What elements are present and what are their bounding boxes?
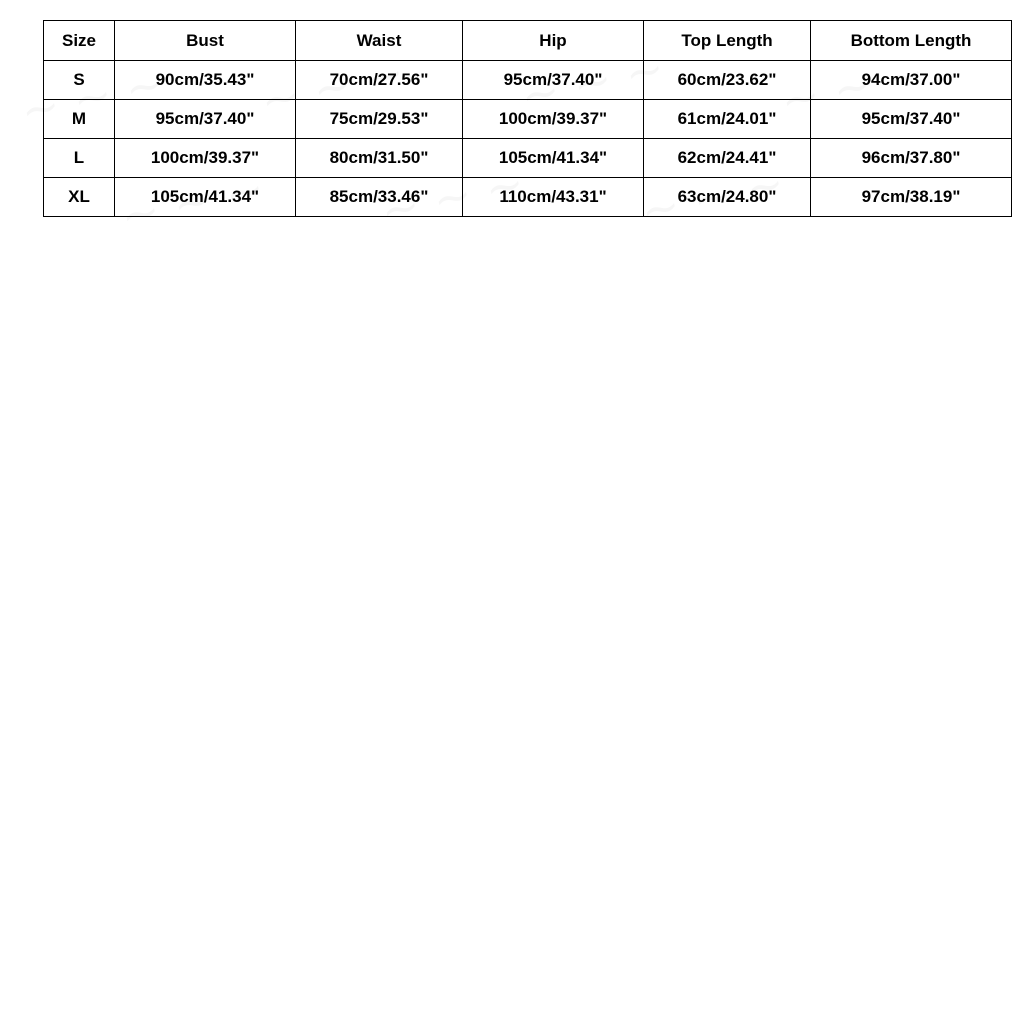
- cell-bottom-length: 94cm/37.00": [811, 61, 1012, 100]
- cell-waist: 75cm/29.53": [296, 100, 463, 139]
- header-size: Size: [44, 21, 115, 61]
- cell-hip: 105cm/41.34": [463, 139, 644, 178]
- cell-waist: 80cm/31.50": [296, 139, 463, 178]
- table-row: [44, 61, 1012, 100]
- header-bust: Bust: [115, 21, 296, 61]
- header-top-length: Top Length: [644, 21, 811, 61]
- cell-top-length: 62cm/24.41": [644, 139, 811, 178]
- header-bottom-length: Bottom Length: [811, 21, 1012, 61]
- cell-bust: 100cm/39.37": [115, 139, 296, 178]
- cell-bottom-length: 96cm/37.80": [811, 139, 1012, 178]
- cell-size: S: [44, 61, 115, 100]
- cell-size: L: [44, 139, 115, 178]
- cell-bust: 95cm/37.40": [115, 100, 296, 139]
- table-header-row: [44, 21, 1012, 61]
- header-waist: Waist: [296, 21, 463, 61]
- size-chart-table: [43, 20, 1012, 217]
- cell-top-length: 61cm/24.01": [644, 100, 811, 139]
- table-row: [44, 100, 1012, 139]
- cell-bust: 105cm/41.34": [115, 178, 296, 217]
- cell-top-length: 60cm/23.62": [644, 61, 811, 100]
- cell-bottom-length: 95cm/37.40": [811, 100, 1012, 139]
- cell-waist: 70cm/27.56": [296, 61, 463, 100]
- table-row: [44, 178, 1012, 217]
- cell-hip: 95cm/37.40": [463, 61, 644, 100]
- cell-waist: 85cm/33.46": [296, 178, 463, 217]
- table-row: [44, 139, 1012, 178]
- cell-hip: 100cm/39.37": [463, 100, 644, 139]
- cell-bust: 90cm/35.43": [115, 61, 296, 100]
- cell-top-length: 63cm/24.80": [644, 178, 811, 217]
- header-hip: Hip: [463, 21, 644, 61]
- cell-size: XL: [44, 178, 115, 217]
- cell-hip: 110cm/43.31": [463, 178, 644, 217]
- cell-bottom-length: 97cm/38.19": [811, 178, 1012, 217]
- cell-size: M: [44, 100, 115, 139]
